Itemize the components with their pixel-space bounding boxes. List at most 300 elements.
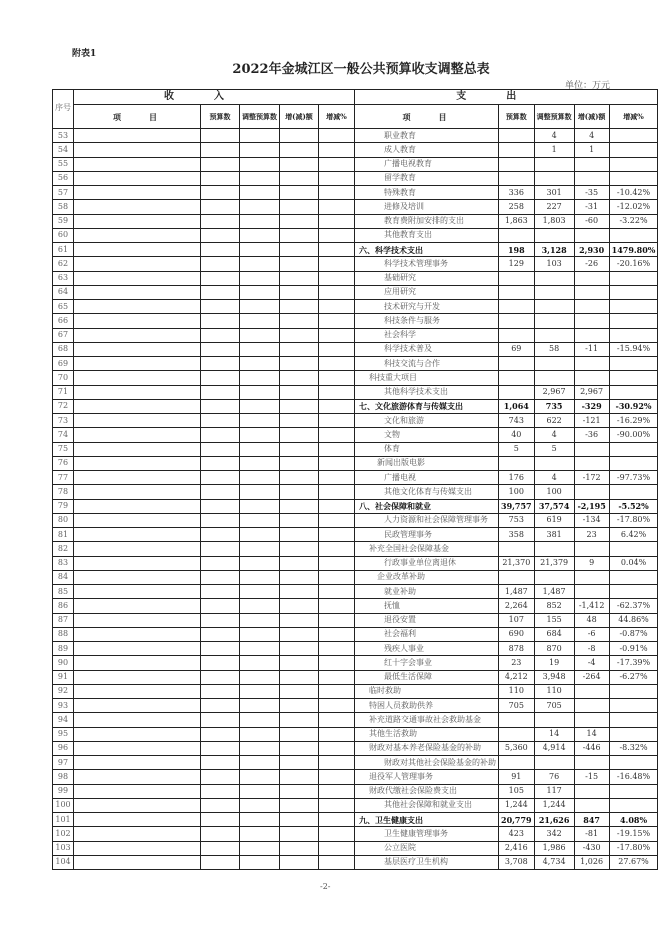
expense-budget-cell (499, 357, 535, 371)
expense-change-cell: 4 (574, 129, 609, 143)
expense-adjusted-cell: 227 (534, 200, 574, 214)
table-row (53, 627, 658, 641)
expense-change-cell (574, 485, 609, 499)
income-item-cell (74, 129, 201, 143)
seq-cell: 58 (53, 200, 74, 214)
income-budget-header: 预算数 (201, 105, 240, 129)
income-item-cell (74, 542, 201, 556)
seq-cell: 97 (53, 756, 74, 770)
expense-budget-cell (499, 143, 535, 157)
income-pct-cell (319, 442, 355, 456)
seq-cell: 104 (53, 855, 74, 869)
expense-adjusted-cell (534, 314, 574, 328)
income-adjusted-cell (240, 328, 280, 342)
seq-cell: 82 (53, 542, 74, 556)
income-item-cell (74, 143, 201, 157)
seq-cell: 59 (53, 214, 74, 228)
income-change-cell (280, 599, 319, 613)
income-change-cell (280, 670, 319, 684)
expense-budget-cell: 20,779 (499, 813, 535, 827)
table-row (53, 200, 658, 214)
income-budget-cell (201, 228, 240, 242)
income-item-cell (74, 827, 201, 841)
income-budget-cell (201, 399, 240, 413)
income-budget-cell (201, 513, 240, 527)
expense-adjusted-cell (534, 756, 574, 770)
seq-cell: 63 (53, 271, 74, 285)
expense-pct-cell (609, 727, 658, 741)
seq-cell: 77 (53, 471, 74, 485)
income-item-cell (74, 399, 201, 413)
income-change-cell (280, 542, 319, 556)
income-budget-cell (201, 171, 240, 185)
expense-pct-cell (609, 570, 658, 584)
expense-item-cell: 退役军人管理事务 (355, 770, 499, 784)
expense-pct-cell: -16.48% (609, 770, 658, 784)
income-budget-cell (201, 528, 240, 542)
income-change-cell (280, 741, 319, 755)
income-adjusted-cell (240, 784, 280, 798)
expense-budget-cell: 107 (499, 613, 535, 627)
income-pct-cell (319, 428, 355, 442)
expense-budget-cell: 4,212 (499, 670, 535, 684)
income-item-cell (74, 713, 201, 727)
table-row (53, 599, 658, 613)
income-change-cell (280, 285, 319, 299)
expense-budget-cell: 5,360 (499, 741, 535, 755)
income-adjusted-cell (240, 713, 280, 727)
expense-change-cell: 2,930 (574, 243, 609, 257)
income-pct-cell (319, 143, 355, 157)
seq-cell: 89 (53, 642, 74, 656)
table-row (53, 642, 658, 656)
income-pct-cell (319, 157, 355, 171)
income-adjusted-cell (240, 741, 280, 755)
expense-budget-cell (499, 129, 535, 143)
expense-pct-header: 增减% (609, 105, 658, 129)
income-item-cell (74, 157, 201, 171)
income-change-cell (280, 171, 319, 185)
expense-change-cell (574, 157, 609, 171)
expense-adjusted-cell: 117 (534, 784, 574, 798)
expense-item-cell: 科学技术管理事务 (355, 257, 499, 271)
income-item-cell (74, 756, 201, 770)
table-row (53, 855, 658, 869)
expense-budget-cell (499, 371, 535, 385)
income-item-cell (74, 456, 201, 470)
expense-change-cell: -430 (574, 841, 609, 855)
income-budget-cell (201, 271, 240, 285)
income-budget-cell (201, 827, 240, 841)
income-pct-cell (319, 399, 355, 413)
income-item-cell (74, 385, 201, 399)
expense-change-cell (574, 328, 609, 342)
expense-pct-cell: -90.00% (609, 428, 658, 442)
expense-item-cell: 卫生健康管理事务 (355, 827, 499, 841)
income-item-cell (74, 471, 201, 485)
income-budget-cell (201, 129, 240, 143)
income-budget-cell (201, 143, 240, 157)
income-budget-cell (201, 713, 240, 727)
income-pct-cell (319, 342, 355, 356)
income-change-cell (280, 399, 319, 413)
income-change-cell (280, 371, 319, 385)
expense-change-cell: -31 (574, 200, 609, 214)
expense-item-cell: 科学技术普及 (355, 342, 499, 356)
expense-pct-cell (609, 285, 658, 299)
expense-change-cell: -36 (574, 428, 609, 442)
expense-change-cell: -8 (574, 642, 609, 656)
expense-change-cell: -35 (574, 186, 609, 200)
expense-adjusted-cell: 4,914 (534, 741, 574, 755)
table-row (53, 756, 658, 770)
income-adjusted-cell (240, 699, 280, 713)
expense-item-cell: 残疾人事业 (355, 642, 499, 656)
income-item-cell (74, 741, 201, 755)
expense-change-cell: -1,412 (574, 599, 609, 613)
expense-adjusted-cell (534, 371, 574, 385)
table-row (53, 770, 658, 784)
income-budget-cell (201, 285, 240, 299)
table-row (53, 314, 658, 328)
expense-item-cell: 社会福利 (355, 627, 499, 641)
income-change-cell (280, 827, 319, 841)
seq-cell: 65 (53, 300, 74, 314)
expense-item-cell: 补充道路交通事故社会救助基金 (355, 713, 499, 727)
income-budget-cell (201, 699, 240, 713)
expense-change-cell: -134 (574, 513, 609, 527)
income-budget-cell (201, 471, 240, 485)
expense-item-cell: 应用研究 (355, 285, 499, 299)
table-row (53, 371, 658, 385)
expense-change-cell: -264 (574, 670, 609, 684)
income-adjusted-cell (240, 827, 280, 841)
expense-pct-cell: 6.42% (609, 528, 658, 542)
expense-item-cell: 其他科学技术支出 (355, 385, 499, 399)
seq-cell: 88 (53, 627, 74, 641)
table-row (53, 414, 658, 428)
expense-item-cell: 留学教育 (355, 171, 499, 185)
income-adjusted-cell (240, 570, 280, 584)
income-item-cell (74, 570, 201, 584)
income-change-cell (280, 499, 319, 513)
expense-pct-cell (609, 798, 658, 812)
expense-change-cell (574, 357, 609, 371)
table-row (53, 157, 658, 171)
income-adjusted-cell (240, 228, 280, 242)
expense-change-cell: -6 (574, 627, 609, 641)
expense-budget-cell: 753 (499, 513, 535, 527)
income-pct-cell (319, 756, 355, 770)
income-pct-cell (319, 271, 355, 285)
income-budget-cell (201, 499, 240, 513)
income-budget-cell (201, 300, 240, 314)
expense-item-cell: 基层医疗卫生机构 (355, 855, 499, 869)
seq-cell: 71 (53, 385, 74, 399)
expense-adjusted-cell: 301 (534, 186, 574, 200)
seq-cell: 75 (53, 442, 74, 456)
expense-item-cell: 基础研究 (355, 271, 499, 285)
expense-adjusted-cell: 852 (534, 599, 574, 613)
income-adjusted-cell (240, 456, 280, 470)
expense-adjusted-cell (534, 300, 574, 314)
income-budget-cell (201, 727, 240, 741)
expense-item-cell: 其他社会保障和就业支出 (355, 798, 499, 812)
expense-change-cell (574, 585, 609, 599)
seq-cell: 103 (53, 841, 74, 855)
income-pct-cell (319, 556, 355, 570)
expense-item-cell: 临时救助 (355, 684, 499, 698)
income-header: 收入 (74, 90, 355, 105)
income-item-cell (74, 599, 201, 613)
expense-adjusted-cell: 1,487 (534, 585, 574, 599)
income-pct-cell (319, 570, 355, 584)
expense-change-cell: -172 (574, 471, 609, 485)
income-adjusted-cell (240, 186, 280, 200)
income-item-cell (74, 656, 201, 670)
income-pct-cell (319, 129, 355, 143)
income-budget-cell (201, 813, 240, 827)
income-change-cell (280, 798, 319, 812)
expense-change-cell (574, 684, 609, 698)
income-item-cell (74, 499, 201, 513)
expense-change-cell: 2,967 (574, 385, 609, 399)
expense-budget-cell (499, 456, 535, 470)
expense-budget-cell: 110 (499, 684, 535, 698)
income-change-cell (280, 656, 319, 670)
expense-pct-cell (609, 300, 658, 314)
expense-adjusted-cell: 155 (534, 613, 574, 627)
expense-item-cell: 特殊教育 (355, 186, 499, 200)
expense-adjusted-cell: 14 (534, 727, 574, 741)
seq-cell: 99 (53, 784, 74, 798)
expense-adjusted-cell: 110 (534, 684, 574, 698)
income-pct-cell (319, 784, 355, 798)
table-row (53, 357, 658, 371)
income-change-cell (280, 442, 319, 456)
seq-header: 序号 (53, 90, 74, 129)
income-item-cell (74, 243, 201, 257)
seq-cell: 91 (53, 670, 74, 684)
income-pct-cell (319, 513, 355, 527)
expense-pct-cell (609, 157, 658, 171)
expense-change-cell: -60 (574, 214, 609, 228)
expense-item-cell: 科技交流与合作 (355, 357, 499, 371)
income-budget-cell (201, 385, 240, 399)
income-pct-cell (319, 741, 355, 755)
income-pct-cell (319, 228, 355, 242)
table-row (53, 171, 658, 185)
table-row (53, 228, 658, 242)
income-adjusted-cell (240, 499, 280, 513)
expense-adjusted-cell (534, 328, 574, 342)
expense-budget-cell (499, 727, 535, 741)
expense-item-cell: 特困人员救助供养 (355, 699, 499, 713)
expense-budget-cell: 3,708 (499, 855, 535, 869)
table-row (53, 827, 658, 841)
expense-budget-cell: 40 (499, 428, 535, 442)
income-item-cell (74, 342, 201, 356)
table-row (53, 499, 658, 513)
table-row (53, 399, 658, 413)
income-item-cell (74, 855, 201, 869)
seq-cell: 61 (53, 243, 74, 257)
seq-cell: 57 (53, 186, 74, 200)
income-change-cell (280, 713, 319, 727)
income-adjusted-cell (240, 542, 280, 556)
expense-item-cell: 科技重大项目 (355, 371, 499, 385)
income-item-cell (74, 585, 201, 599)
income-item-cell (74, 841, 201, 855)
seq-cell: 94 (53, 713, 74, 727)
expense-adjusted-cell (534, 570, 574, 584)
income-adjusted-cell (240, 428, 280, 442)
income-pct-cell (319, 798, 355, 812)
expense-item-cell: 人力资源和社会保障管理事务 (355, 513, 499, 527)
income-adjusted-cell (240, 770, 280, 784)
expense-adjusted-cell: 19 (534, 656, 574, 670)
table-row (53, 300, 658, 314)
expense-pct-cell: -15.94% (609, 342, 658, 356)
expense-adjusted-cell: 3,948 (534, 670, 574, 684)
table-row (53, 741, 658, 755)
seq-cell: 102 (53, 827, 74, 841)
income-budget-cell (201, 656, 240, 670)
income-adjusted-cell (240, 513, 280, 527)
table-row (53, 471, 658, 485)
expense-pct-cell (609, 442, 658, 456)
income-change-cell (280, 200, 319, 214)
expense-pct-cell: -0.87% (609, 627, 658, 641)
expense-change-cell: -2,195 (574, 499, 609, 513)
income-item-cell (74, 556, 201, 570)
expense-budget-cell: 358 (499, 528, 535, 542)
expense-budget-cell (499, 713, 535, 727)
expense-adjusted-cell: 21,626 (534, 813, 574, 827)
income-budget-cell (201, 556, 240, 570)
income-adjusted-cell (240, 314, 280, 328)
income-item-cell (74, 798, 201, 812)
income-adjusted-cell (240, 684, 280, 698)
income-pct-cell (319, 827, 355, 841)
expense-change-cell (574, 314, 609, 328)
income-pct-cell (319, 656, 355, 670)
income-item-cell (74, 257, 201, 271)
income-adjusted-cell (240, 642, 280, 656)
expense-adjusted-cell (534, 285, 574, 299)
expense-adjusted-cell: 870 (534, 642, 574, 656)
table-row (53, 186, 658, 200)
income-pct-cell (319, 499, 355, 513)
expense-change-cell: 9 (574, 556, 609, 570)
income-change-cell (280, 157, 319, 171)
seq-cell: 83 (53, 556, 74, 570)
income-pct-cell (319, 585, 355, 599)
expense-pct-cell (609, 271, 658, 285)
table-row (53, 585, 658, 599)
header-row-columns (53, 105, 658, 129)
expense-pct-cell: -19.15% (609, 827, 658, 841)
expense-budget-cell: 705 (499, 699, 535, 713)
income-pct-cell (319, 670, 355, 684)
table-row (53, 556, 658, 570)
income-adjusted-cell (240, 613, 280, 627)
seq-cell: 85 (53, 585, 74, 599)
table-row (53, 143, 658, 157)
expense-budget-cell: 5 (499, 442, 535, 456)
expense-budget-cell (499, 271, 535, 285)
expense-adjusted-cell (534, 542, 574, 556)
income-item-cell (74, 642, 201, 656)
income-item-cell (74, 228, 201, 242)
expense-budget-cell: 336 (499, 186, 535, 200)
expense-change-cell: 23 (574, 528, 609, 542)
income-budget-cell (201, 314, 240, 328)
expense-change-cell: -11 (574, 342, 609, 356)
income-item-cell (74, 528, 201, 542)
income-pct-cell (319, 727, 355, 741)
expense-item-cell: 财政对基本养老保险基金的补助 (355, 741, 499, 755)
income-item-header: 项 目 (74, 105, 201, 129)
expense-budget-cell: 1,863 (499, 214, 535, 228)
expense-pct-cell (609, 542, 658, 556)
expense-adjusted-cell: 1,986 (534, 841, 574, 855)
expense-pct-cell: -3.22% (609, 214, 658, 228)
income-change-cell (280, 585, 319, 599)
income-adjusted-cell (240, 285, 280, 299)
seq-cell: 73 (53, 414, 74, 428)
expense-change-cell (574, 442, 609, 456)
table-row (53, 784, 658, 798)
expense-pct-cell: -97.73% (609, 471, 658, 485)
seq-cell: 68 (53, 342, 74, 356)
expense-adjusted-cell (534, 271, 574, 285)
income-change-cell (280, 342, 319, 356)
expense-adjusted-cell: 705 (534, 699, 574, 713)
table-row (53, 670, 658, 684)
seq-cell: 87 (53, 613, 74, 627)
income-change-cell (280, 855, 319, 869)
income-budget-cell (201, 784, 240, 798)
expense-pct-cell (609, 485, 658, 499)
expense-adjusted-cell: 342 (534, 827, 574, 841)
seq-cell: 67 (53, 328, 74, 342)
expense-change-cell: 1,026 (574, 855, 609, 869)
income-pct-cell (319, 613, 355, 627)
expense-budget-cell: 423 (499, 827, 535, 841)
expense-change-cell: -446 (574, 741, 609, 755)
income-pct-cell (319, 485, 355, 499)
seq-cell: 54 (53, 143, 74, 157)
income-budget-cell (201, 243, 240, 257)
expense-budget-cell: 105 (499, 784, 535, 798)
income-budget-cell (201, 570, 240, 584)
expense-pct-cell: -0.91% (609, 642, 658, 656)
income-budget-cell (201, 328, 240, 342)
unit-label: 单位：万元 (565, 81, 611, 91)
income-change-cell (280, 613, 319, 627)
expense-adjusted-cell (534, 228, 574, 242)
income-item-cell (74, 485, 201, 499)
expense-adjusted-cell: 622 (534, 414, 574, 428)
income-pct-cell (319, 314, 355, 328)
expense-pct-cell: -17.80% (609, 841, 658, 855)
seq-cell: 62 (53, 257, 74, 271)
header-row-sections (53, 90, 658, 105)
expense-budget-cell: 198 (499, 243, 535, 257)
income-item-cell (74, 171, 201, 185)
income-budget-cell (201, 485, 240, 499)
